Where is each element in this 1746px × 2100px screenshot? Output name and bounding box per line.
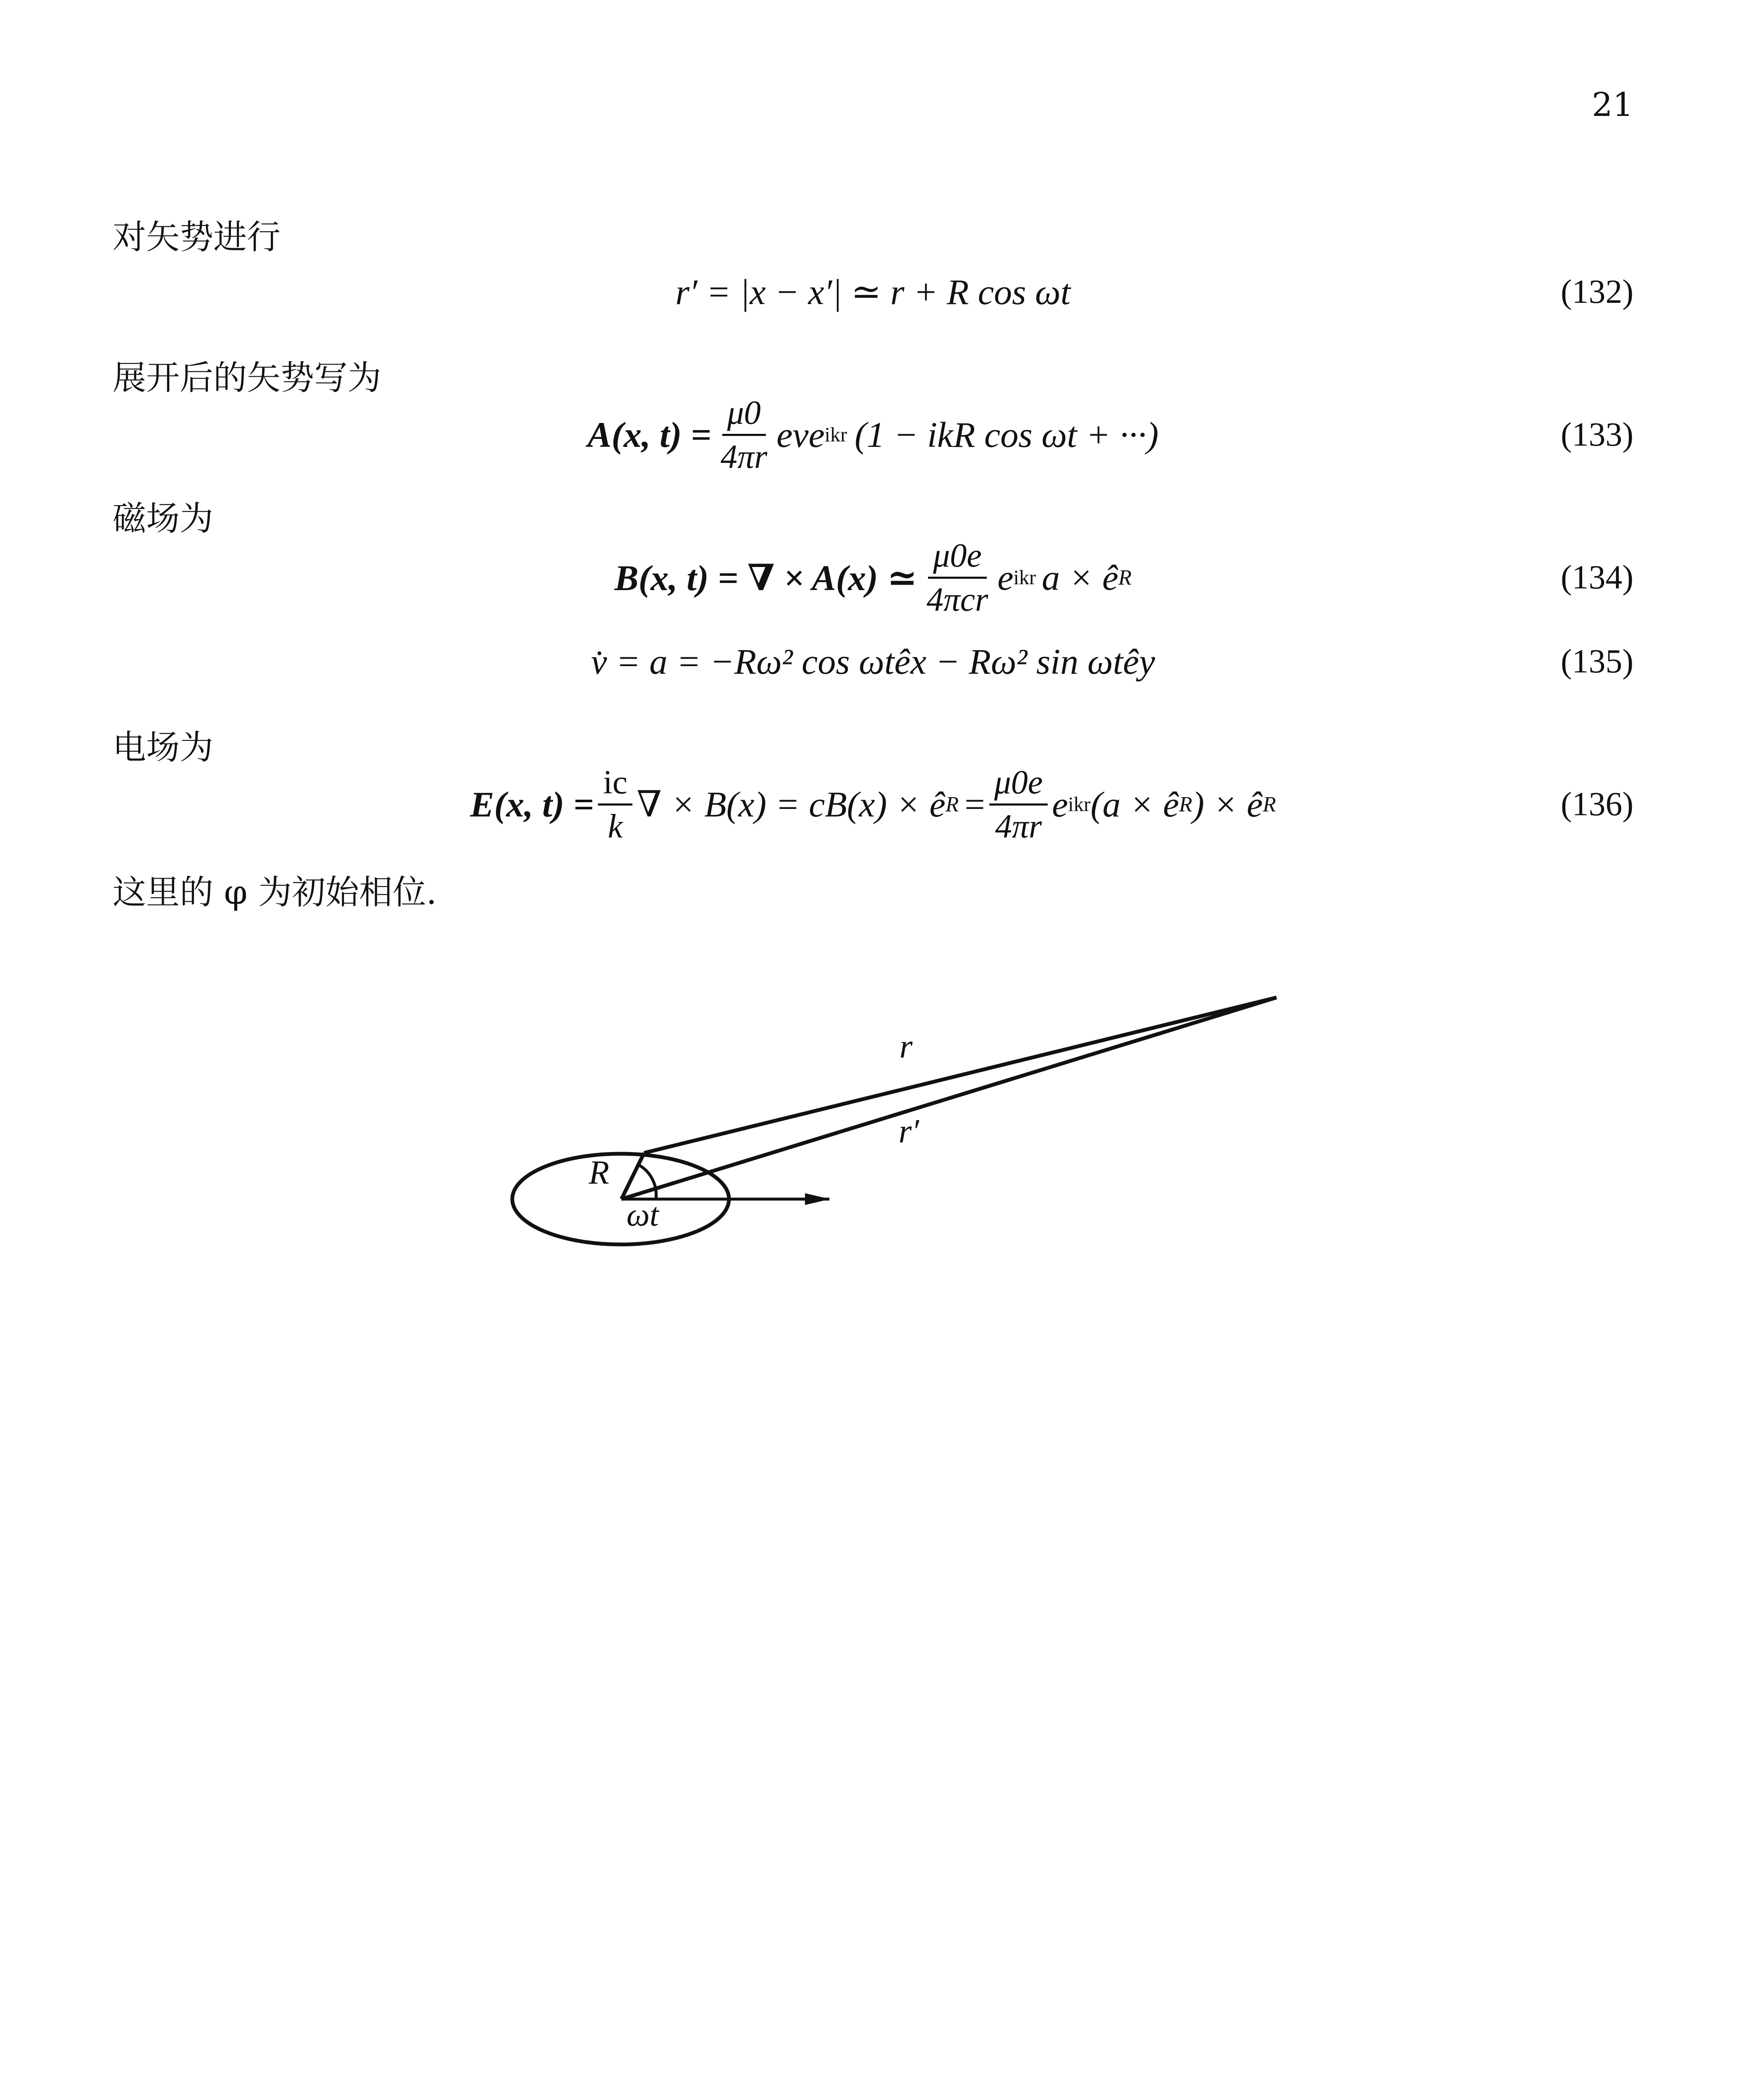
equation-136-middle: ∇ × B(x) = cB(x) × ê [637, 784, 946, 824]
label-R: R [589, 1154, 609, 1191]
equation-132-body: r′ = |x − x′| ≃ r + R cos ωt [675, 272, 1071, 312]
paragraph-5: 这里的 φ 为初始相位. [113, 873, 437, 912]
fraction-numerator: ic [598, 766, 632, 806]
equation-136-tail-2: ) × ê [1192, 784, 1263, 824]
line-r [644, 998, 1277, 1153]
equation-136-rhs: e [1052, 784, 1068, 824]
equation-135-body: v̇ = a = −Rω² cos ωtêx − Rω² sin ωtêy [591, 641, 1155, 682]
equation-135-number: (135) [1560, 643, 1633, 680]
fraction-denominator: 4πr [721, 438, 768, 475]
equation-136-exponent: ikr [1068, 793, 1091, 816]
equation-136-equals: = [965, 784, 985, 824]
fraction-numerator: μ0e [989, 766, 1048, 806]
line-r-prime [621, 998, 1277, 1199]
equation-136-middle-subscript: R [945, 792, 959, 816]
equation-134-number: (134) [1560, 559, 1633, 596]
equation-136-lhs: E(x, t) = [470, 784, 594, 824]
label-r-prime: r′ [899, 1113, 919, 1150]
equation-136-tail-2-subscript: R [1263, 792, 1276, 816]
label-r: r [899, 1028, 913, 1065]
equation-136-tail-subscript: R [1179, 792, 1193, 816]
paragraph-3: 磁场为 [113, 499, 213, 538]
equation-134-lhs: B(x, t) = ∇ × A(x) ≃ [614, 557, 918, 598]
paragraph-4: 电场为 [113, 728, 213, 767]
equation-133-number: (133) [1560, 416, 1633, 453]
fraction-denominator: 4πcr [926, 581, 988, 618]
fraction-denominator: k [608, 808, 623, 845]
equation-133-rhs: eve [776, 415, 825, 455]
equation-133-exponent: ikr [824, 423, 847, 446]
equation-133-lhs: A(x, t) = [587, 415, 712, 455]
equation-134-exponent: ikr [1013, 566, 1036, 589]
fraction-denominator: 4πr [995, 808, 1042, 845]
equation-134-tail: a × ê [1041, 557, 1119, 598]
equation-136-tail: (a × ê [1090, 784, 1179, 824]
fraction-numerator: μ0 [722, 396, 766, 436]
equation-134-subscript: R [1118, 565, 1132, 590]
equation-133-series: (1 − ikR cos ωt + ···) [855, 415, 1159, 455]
equation-134-rhs: e [997, 557, 1014, 598]
equation-132-number: (132) [1560, 273, 1633, 310]
paragraph-2: 展开后的矢势写为 [113, 358, 381, 397]
page-number: 21 [1591, 86, 1633, 124]
label-omega-t: ωt [627, 1196, 659, 1233]
paragraph-1: 对矢势进行 [113, 218, 281, 257]
equation-136-number: (136) [1560, 785, 1633, 823]
fraction-numerator: μ0e [928, 539, 987, 579]
